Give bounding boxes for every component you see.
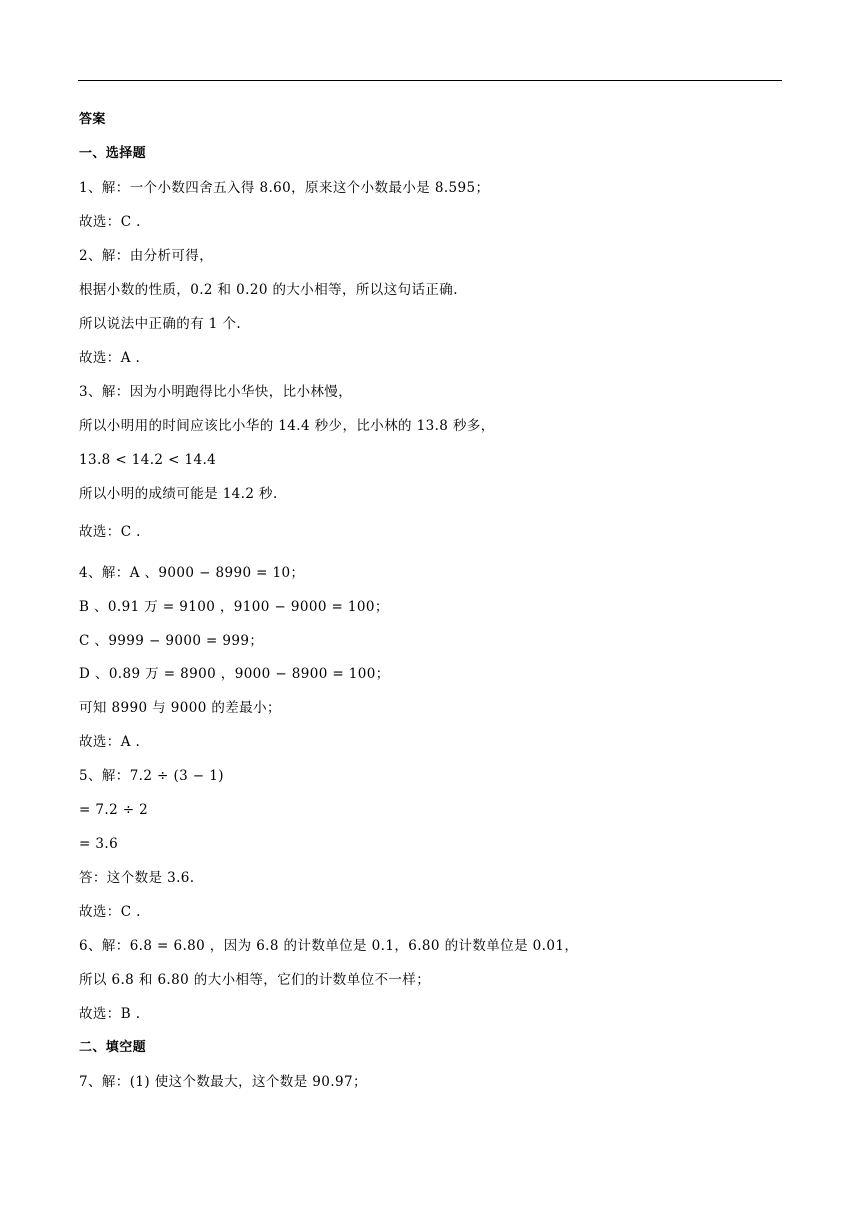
answer-line: = 7.2 ÷ 2 (79, 802, 149, 818)
answer-line: 2、解：由分析可得， (79, 248, 214, 264)
answer-line: 所以说法中正确的有 1 个. (79, 316, 242, 332)
answer-line: 4、解：A 、9000 − 8990 = 10； (79, 565, 305, 581)
section-heading-choice: 一、选择题 (79, 146, 147, 161)
answer-line: 所以 6.8 和 6.80 的大小相等，它们的计数单位不一样； (79, 972, 431, 988)
answer-line: 5、解：7.2 ÷ (3 − 1) (79, 768, 224, 784)
section-heading-fill: 二、填空题 (79, 1040, 147, 1055)
answer-line: 故选：C . (79, 214, 141, 230)
answer-line: 13.8 < 14.2 < 14.4 (79, 452, 217, 468)
answer-line: 所以小明的成绩可能是 14.2 秒. (79, 486, 278, 502)
answer-line: 故选：A . (79, 734, 141, 750)
answer-line: 所以小明用的时间应该比小华的 14.4 秒少，比小林的 13.8 秒多， (79, 418, 495, 434)
answer-line: 1、解：一个小数四舍五入得 8.60，原来这个小数最小是 8.595； (79, 180, 490, 196)
answer-line: C 、9999 − 9000 = 999； (79, 633, 264, 649)
answer-line: 故选：A . (79, 350, 141, 366)
answer-line: 6、解：6.8 = 6.80 ，因为 6.8 的计数单位是 0.1，6.80 的计数单位是 0.01， (79, 938, 579, 954)
answer-line: 故选：B . (79, 1006, 141, 1022)
answer-line: 可知 8990 与 9000 的差最小； (79, 700, 281, 716)
answer-line: 故选：C . (79, 904, 141, 920)
answer-line: 根据小数的性质，0.2 和 0.20 的大小相等，所以这句话正确. (79, 282, 458, 298)
answer-heading: 答案 (79, 112, 106, 127)
answer-line: 7、解：(1) 使这个数最大，这个数是 90.97； (79, 1074, 367, 1090)
answer-line: 答：这个数是 3.6. (79, 870, 195, 886)
header-rule (78, 80, 782, 81)
answer-line: 3、解：因为小明跑得比小华快，比小林慢， (79, 384, 353, 400)
answer-line: 故选：C . (79, 524, 141, 540)
answer-line: D 、0.89 万 = 8900 ，9000 − 8900 = 100； (79, 666, 390, 682)
answer-line: = 3.6 (79, 836, 119, 852)
answer-line: B 、0.91 万 = 9100 ，9100 − 9000 = 100； (79, 599, 389, 615)
